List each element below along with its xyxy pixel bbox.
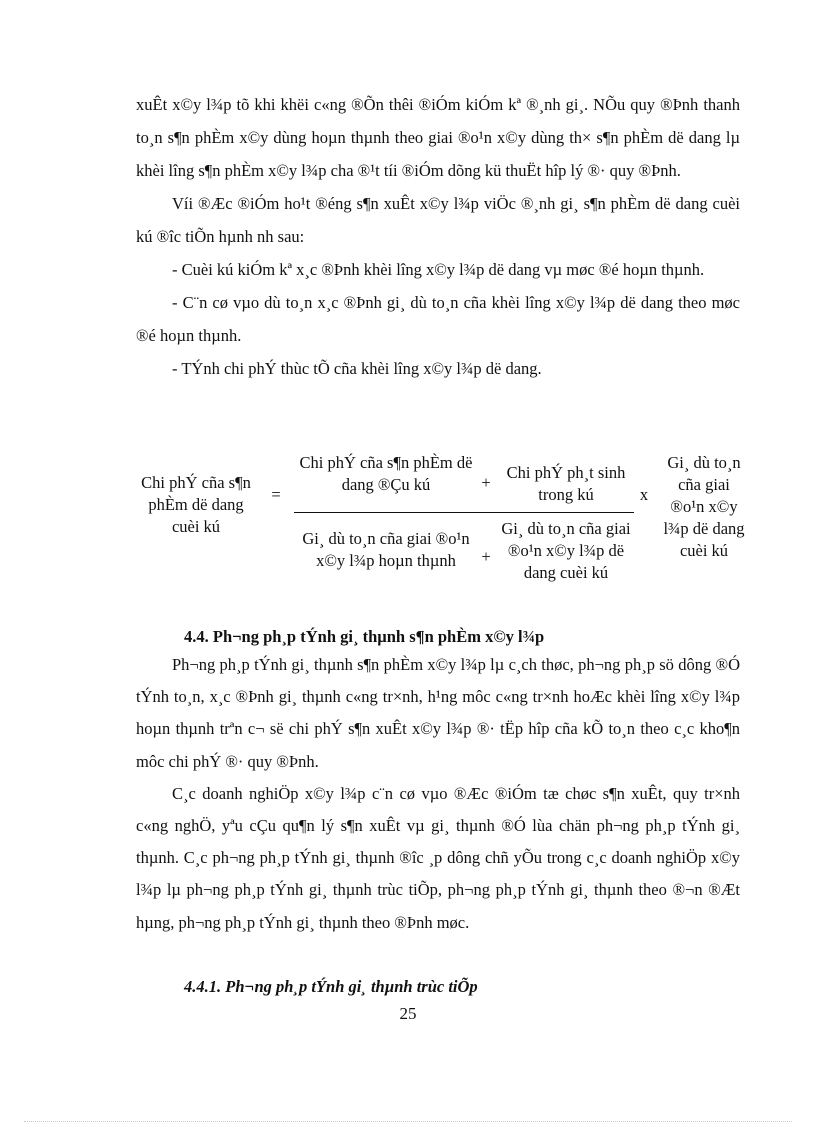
section-heading-4-4-1: 4.4.1. Ph¬ng ph¸p tÝnh gi¸ thµnh trùc tiÕp — [184, 977, 478, 996]
paragraph-3: - Cuèi kú kiÓm kª x¸c ®Þnh khèi lîng x©y l¾p dë dang vµ møc ®é hoµn thµnh. — [172, 260, 705, 279]
page-number: 25 — [399, 1004, 417, 1023]
paragraph-5: - TÝnh chi phÝ thùc tÕ cña khèi lîng x©y l¾p dë dang. — [172, 359, 542, 378]
paragraph-4: - C¨n cø vµo dù to¸n x¸c ®Þnh gi¸ dù to¸n cña khèi lîng x©y l¾p dë dang theo møc ®é hoµn thµnh. — [136, 293, 740, 345]
wip-cost-formula — [136, 452, 745, 612]
paragraph-6: Ph¬ng ph¸p tÝnh gi¸ thµnh s¶n phÈm x©y l¾p lµ c¸ch thøc, ph¬ng ph¸p sö dông ®Ó tÝnh to¸n, x¸c ®Þnh gi¸ thµnh c«ng tr×nh, h¹ng môc c«ng tr×nh hoÆc khèi lîng x©y l¾p hoµn thµnh trªn c¬ së chi phÝ s¶n xuÊt x©y l¾p ®· tËp hîp cña kÕ to¸n theo c¸c kho¶n môc chi phÝ ®· quy ®Þnh. — [136, 655, 740, 771]
page-bottom-divider — [24, 1121, 792, 1122]
formula-numerator-1: Chi phÝ cña s¶n phÈm dë dang ®Çu kú — [299, 453, 473, 494]
formula-equals: = — [271, 485, 281, 504]
body-text-top — [136, 88, 740, 385]
formula-lhs: Chi phÝ cña s¶n phÈm dë dang cuèi kú — [141, 473, 251, 536]
formula-denominator-2: Gi¸ dù to¸n cña giai ®o¹n x©y l¾p dë dang cuèi kú — [501, 519, 631, 582]
formula-denominator-1: Gi¸ dù to¸n cña giai ®o¹n x©y l¾p hoµn thµnh — [302, 529, 470, 570]
formula-plus-2: + — [481, 547, 491, 566]
fraction-bar — [294, 512, 634, 513]
paragraph-1: xuÊt x©y l¾p tõ khi khëi c«ng ®Õn thêi ®iÓm kiÓm kª ®¸nh gi¸. NÕu quy ®Þnh thanh to¸n s¶n phÈm x©y dùng hoµn thµnh theo giai ®o¹n x©y dùng th× s¶n phÈm dë dang lµ khèi lîng s¶n phÈm x©y l¾p cha ®¹t tíi ®iÓm dõng kü thuËt hîp lý ®· quy ®Þnh. — [136, 95, 740, 180]
body-text-bottom — [136, 649, 740, 939]
paragraph-7: C¸c doanh nghiÖp x©y l¾p c¨n cø vµo ®Æc ®iÓm tæ chøc s¶n xuÊt, quy tr×nh c«ng nghÖ, yªu cÇu qu¶n lý s¶n xuÊt vµ gi¸ thµnh ®Ó lùa chän ph¬ng ph¸p tÝnh gi¸ thµnh. C¸c ph¬ng ph¸p tÝnh gi¸ thµnh ®îc ¸p dông chñ yÕu trong c¸c doanh nghiÖp x©y l¾p lµ ph¬ng ph¸p tÝnh gi¸ thµnh trùc tiÕp, ph¬ng ph¸p tÝnh gi¸ thµnh theo ®¬n ®Æt hµng, ph¬ng ph¸p tÝnh gi¸ thµnh theo ®Þnh møc. — [136, 783, 740, 932]
paragraph-2: Víi ®Æc ®iÓm ho¹t ®éng s¶n xuÊt x©y l¾p viÖc ®¸nh gi¸ s¶n phÈm dë dang cuèi kú ®îc tiÕn hµnh nh sau: — [136, 194, 740, 246]
formula-rhs: Gi¸ dù to¸n cña giai ®o¹n x©y l¾p dë dang cuèi kú — [663, 453, 745, 560]
section-heading-4-4: 4.4. Ph¬ng ph¸p tÝnh gi¸ thµnh s¶n phÈm x©y l¾p — [184, 627, 545, 646]
formula-times: x — [639, 485, 649, 504]
formula-plus-1: + — [481, 473, 491, 492]
formula-numerator-2: Chi phÝ ph¸t sinh trong kú — [506, 463, 626, 504]
